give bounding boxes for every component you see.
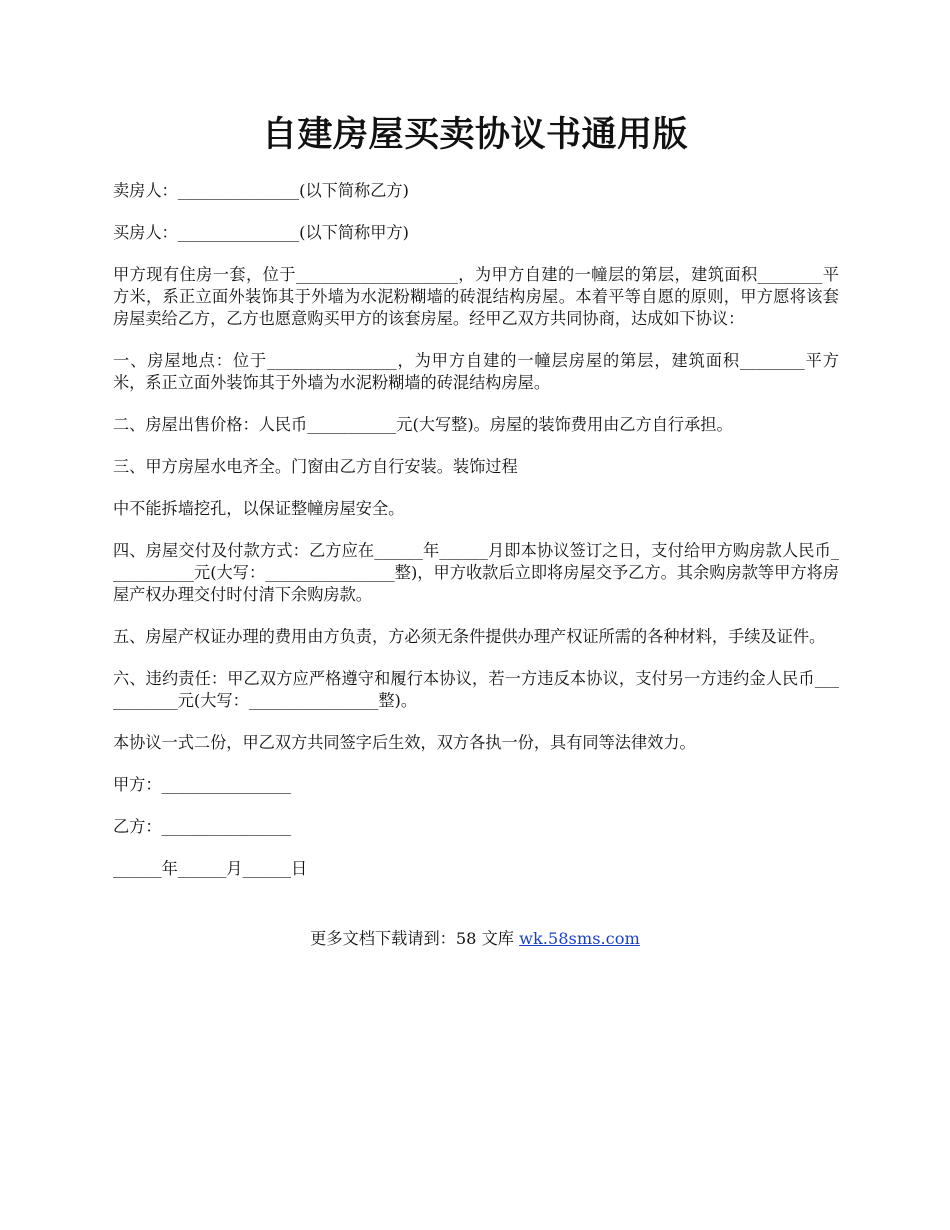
party-a-signature-line: 甲方：________________: [113, 775, 292, 794]
date-line: ______年______月______日: [113, 859, 308, 878]
document-title: 自建房屋买卖协议书通用版: [261, 114, 688, 155]
clause-3-continuation: 中不能拆墙挖孔，以保证整幢房屋安全。: [113, 499, 405, 518]
download-footer: [0, 928, 950, 950]
footer-link[interactable]: wk.58sms.com: [519, 929, 640, 948]
document-body: [113, 180, 839, 900]
clause-6-liability: 六、违约责任：甲乙双方应严格遵守和履行本协议，若一方违反本协议，支付另一方违约金人民币___________元(大写：________________整)。: [113, 669, 839, 710]
clause-4-payment: 四、房屋交付及付款方式：乙方应在______年______月即本协议签订之日，支付给甲方购房款人民币___________元(大写：________________整)，甲方收款后立即将房屋交予乙方。其余购房款等甲方将房屋产权办理交付时付清下余购房款。: [113, 541, 839, 604]
effect-paragraph: 本协议一式二份，甲乙双方共同签字后生效，双方各执一份，具有同等法律效力。: [113, 733, 696, 752]
footer-text: 更多文档下载请到：58 文库: [310, 929, 520, 948]
intro-paragraph: 甲方现有住房一套，位于____________________，为甲方自建的一幢层的第层，建筑面积________平方米，系正立面外装饰其于外墙为水泥粉糊墙的砖混结构房屋。本着平等自愿的原则，甲方愿将该套房屋卖给乙方，乙方也愿意购买甲方的该套房屋。经甲乙双方共同协商，达成如下协议：: [113, 265, 839, 328]
clause-5-title-certificate: 五、房屋产权证办理的费用由方负责，方必须无条件提供办理产权证所需的各种材料，手续及证件。: [113, 627, 826, 646]
clause-2-price: 二、房屋出售价格：人民币___________元(大写整)。房屋的装饰费用由乙方自行承担。: [113, 415, 733, 434]
clause-3-facilities: 三、甲方房屋水电齐全。门窗由乙方自行安装。装饰过程: [113, 457, 518, 476]
buyer-line: 买房人：_______________(以下简称甲方): [113, 223, 409, 242]
clause-1-location: 一、房屋地点：位于________________，为甲方自建的一幢层房屋的第层，建筑面积________平方米，系正立面外装饰其于外墙为水泥粉糊墙的砖混结构房屋。: [113, 351, 839, 392]
party-b-signature-line: 乙方：________________: [113, 817, 292, 836]
seller-line: 卖房人：_______________(以下简称乙方): [113, 181, 409, 200]
